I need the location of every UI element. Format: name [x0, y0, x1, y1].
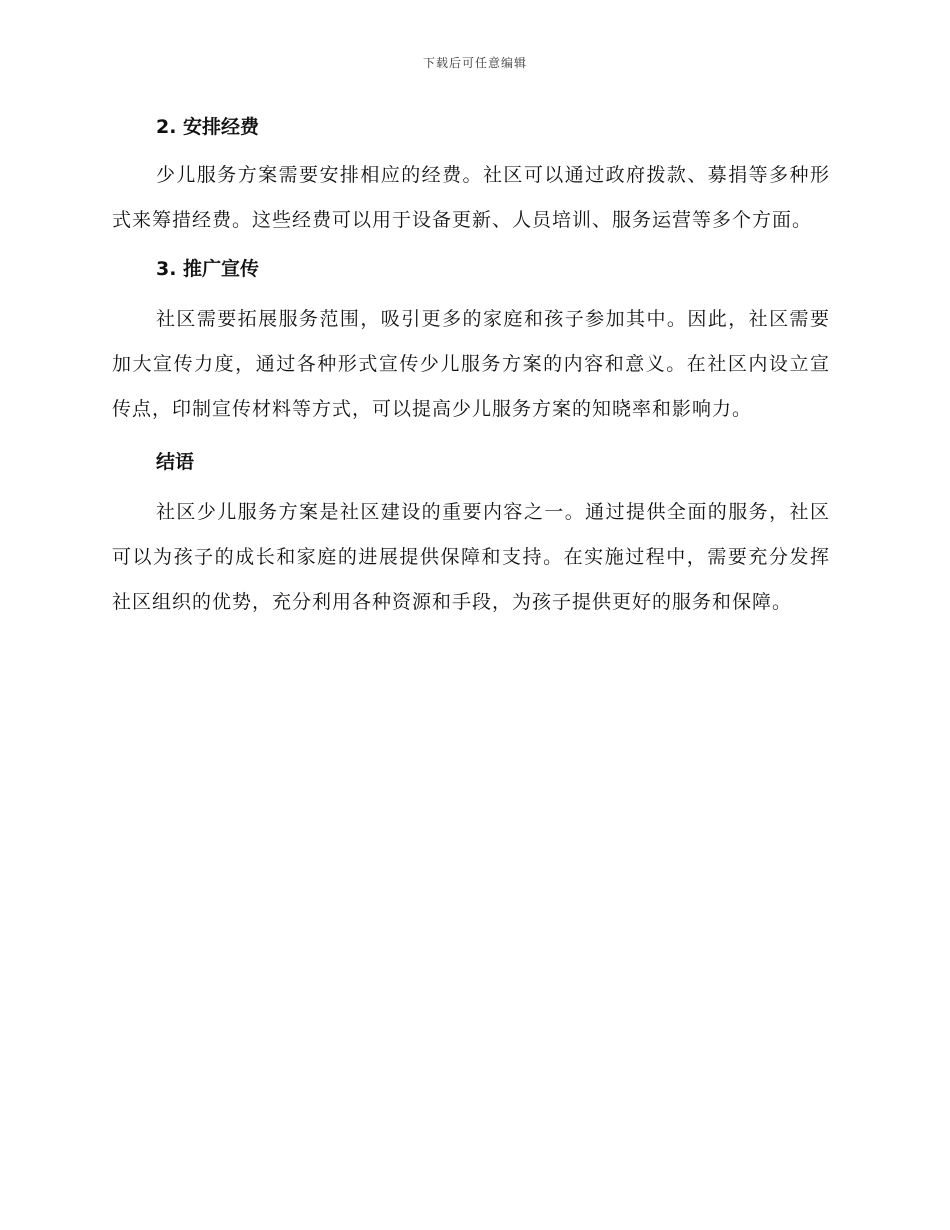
document-body [112, 110, 830, 625]
section-paragraph-conclusion: 社区少儿服务方案是社区建设的重要内容之一。通过提供全面的服务，社区可以为孩子的成长和家庭的进展提供保障和支持。在实施过程中，需要充分发挥社区组织的优势，充分利用各种资源和手段，为孩子提供更好的服务和保障。 [112, 501, 830, 613]
section-heading-conclusion: 结语 [156, 451, 195, 473]
section-paragraph-promotion: 社区需要拓展服务范围，吸引更多的家庭和孩子参加其中。因此，社区需要加大宣传力度，通过各种形式宣传少儿服务方案的内容和意义。在社区内设立宣传点，印制宣传材料等方式，可以提高少儿服务方案的知晓率和影响力。 [112, 308, 830, 420]
section-paragraph-funding: 少儿服务方案需要安排相应的经费。社区可以通过政府拨款、募捐等多种形式来筹措经费。这些经费可以用于设备更新、人员培训、服务运营等多个方面。 [112, 164, 830, 231]
header-note: 下载后可任意编辑 [422, 56, 527, 70]
section-heading-promotion: 3. 推广宣传 [156, 258, 260, 280]
section-heading-funding: 2. 安排经费 [156, 116, 260, 138]
